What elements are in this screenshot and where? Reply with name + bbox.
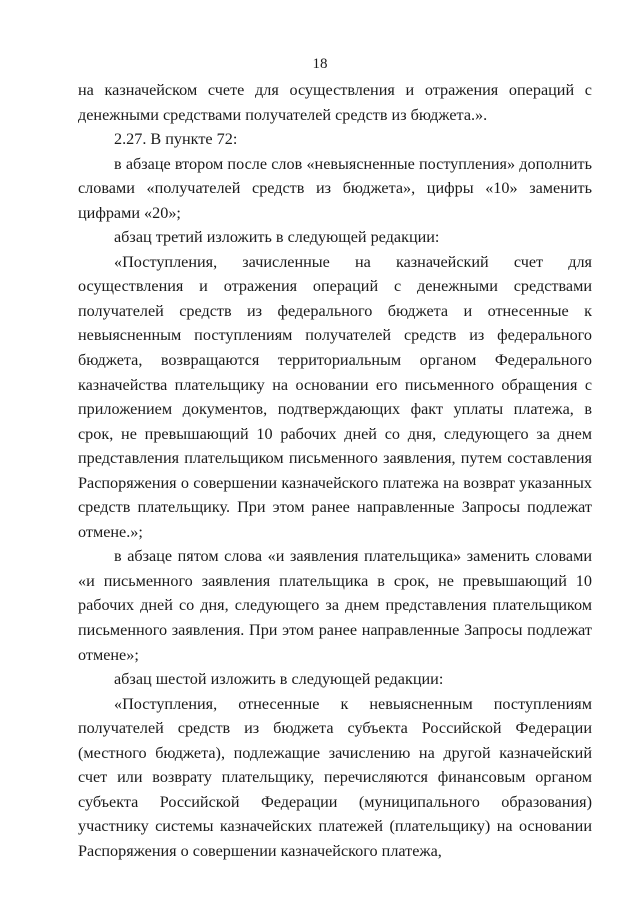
page-number: 18 (312, 56, 328, 72)
paragraph-continuation: на казначейском счете для осуществления и отражения операций с денежными средствами получателей средств из бюджета.». (78, 81, 592, 124)
paragraph-abzac-shestoy-heading: абзац шестой изложить в следующей редакции: (114, 670, 444, 689)
paragraph-item-2-27: 2.27. В пункте 72: (114, 130, 238, 149)
paragraph-abzac-tretiy-heading: абзац третий изложить в следующей редакции: (114, 228, 440, 247)
paragraph-abzac-vtoroy: в абзаце втором после слов «невыясненные поступления» дополнить словами «получателей средств из бюджета», цифры «10» заменить цифрами «20»; (78, 154, 592, 222)
paragraph-abzac-shestoy-text: «Поступления, отнесенные к невыясненным поступлениям получателей средств из бюджета субъекта Российской Федерации (местного бюджета), подлежащие зачислению на другой казначейский счет или возврату плательщику, перечисляются финансовым органом субъекта Российской Федерации (муниципального образования) участнику системы казначейских платежей (плательщику) на основании Распоряжения о совершении казначейского платежа, (78, 694, 592, 860)
paragraph-abzac-tretiy-text: «Поступления, зачисленные на казначейский счет для осуществления и отражения операций с денежными средствами получателей средств из федерального бюджета и отнесенные к невыясненным поступлениям получателей средств из федерального бюджета, возвращаются территориальным органом Федерального казначейства плательщику на основании его письменного обращения с приложением документов, подтверждающих факт уплаты платежа, в срок, не превышающий 10 рабочих дней со дня, следующего за днем представления плательщиком письменного заявления, путем составления Распоряжения о совершении казначейского платежа на возврат указанных средств плательщику. При этом ранее направленные Запросы подлежат отмене.»; (78, 252, 592, 541)
document-body (78, 78, 592, 864)
paragraph-abzac-pyatyy: в абзаце пятом слова «и заявления плательщика» заменить словами «и письменного заявления плательщика в срок, не превышающий 10 рабочих дней со дня, следующего за днем представления плательщиком письменного заявления. При этом ранее направленные Запросы подлежат отмене»; (78, 547, 592, 664)
